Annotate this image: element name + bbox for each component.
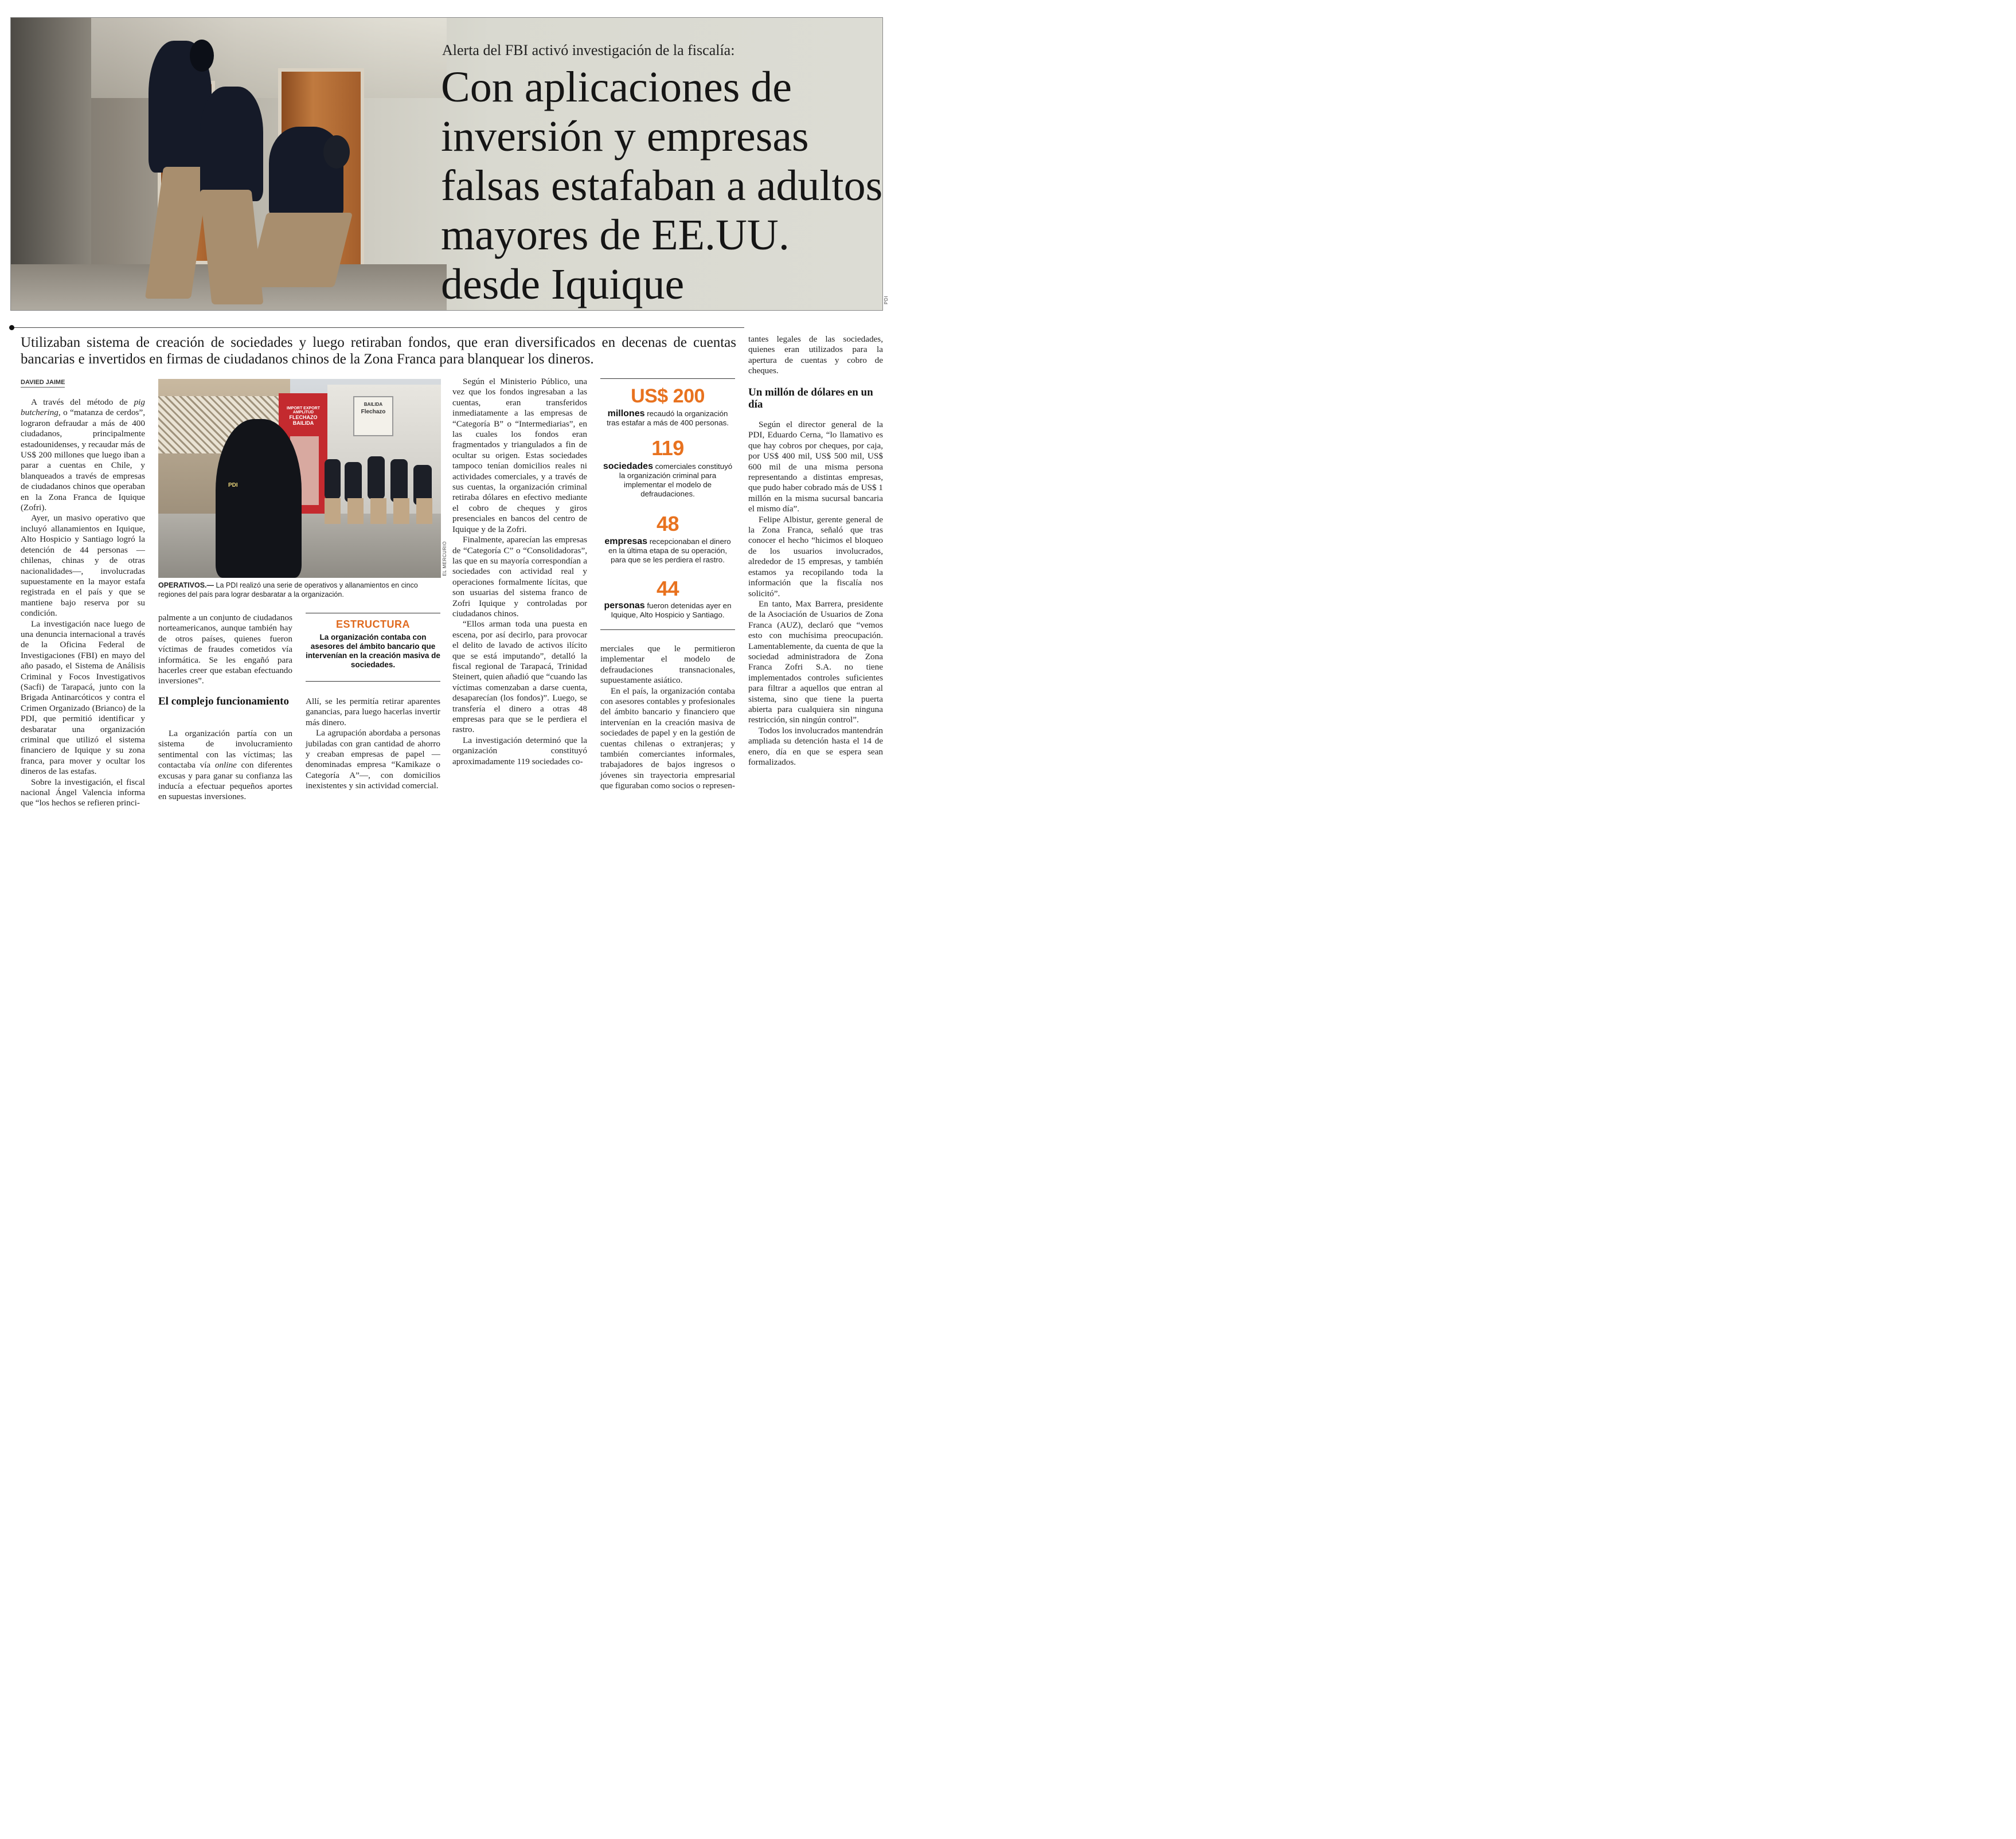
column-3	[306, 697, 440, 792]
col6-p3: Felipe Albistur, gerente general de la Zona Franca, señaló que tras conocer el hecho “hicimos el bloqueo de los usuarios involucrados, alrededor de 15 empresas, y también estamos ya recopilando toda la información que la fiscalía nos solicitó”.	[748, 514, 883, 598]
estructura-body: La organización contaba con asesores del ámbito bancario que intervenían en la creación masiva de sociedades.	[306, 633, 440, 669]
stat-text: sociedades comerciales constituyó la organización criminal para implementar el modelo de defraudaciones.	[603, 461, 733, 498]
col4-p3: “Ellos arman toda una puesta en escena, por así decirlo, para provocar el delito de lavado de activos ilícito que se está imputando”, detalló la fiscal regional de Tarapacá, Trinidad Steinert, quien añadió que “cuando las víctimas comenzaban a darse cuenta, desaparecían (los fondos)”. Luego, se transfería el dinero a otras 48 empresas para que se le perdiera el rastro.	[452, 619, 587, 735]
hero-agent-1-head	[190, 40, 214, 72]
stat-text: personas fueron detenidas ayer en Iquique, Alto Hospicio y Santiago.	[604, 601, 732, 619]
column-2-cont	[158, 729, 292, 803]
column-5	[600, 644, 735, 792]
col6-p1: tantes legales de las sociedades, quienes eran utilizados para la apertura de cuentas y cobro de cheques.	[748, 334, 883, 376]
stats-rule-top	[600, 378, 735, 379]
photo2-caption	[158, 581, 441, 599]
estructura-rule-bottom	[306, 681, 440, 682]
photo2-officer	[390, 459, 408, 502]
col3-p1: Allí, se les permitía retirar aparentes ganancias, para luego hacerlas invertir más dinero.	[306, 697, 440, 727]
section-rule	[10, 327, 744, 328]
photo2-officer	[325, 459, 341, 499]
headline: Con aplicaciones de inversión y empresas falsas estafaban a adultos mayores de EE.UU. desde Iquique	[441, 63, 883, 308]
photo2-officers-legs	[325, 498, 433, 524]
col6-p5: Todos los involucrados mantendrán ampliada su detención hasta el 14 de enero, día en que se espera sean formalizados.	[748, 725, 883, 767]
column-2	[158, 613, 292, 687]
photo2-officer	[368, 456, 385, 499]
byline: DAVIED JAIME	[21, 379, 65, 388]
col1-p1-b: , o “matanza de cerdos”, lograron defraudar a más de 400 ciudadanos, principalmente estadounidenses, y recaudar más de US$ 200 millones que luego iban a parar a cuentas en Chile, y blanqueados a través de empresas de ciudadanos chinos que operaban en la Zona Franca de Iquique (Zofri).	[21, 408, 145, 513]
operativos-photo	[158, 379, 441, 578]
col5-p1: merciales que le permitieron implementar el modelo de defraudaciones transnacionales, supuestamente asiático.	[600, 644, 735, 686]
col1-p1-a: A través del método de	[31, 397, 134, 407]
col1-p1-em: pig butchering	[21, 397, 145, 418]
col2-p2-b: con diferentes excusas y para ganar su confianza las inducía a efectuar pequeños aportes en supuestas inversiones.	[158, 760, 292, 802]
photo2-foreground-officer	[216, 419, 302, 578]
column-4	[452, 377, 587, 767]
photo2-sign-5: PDI	[228, 482, 238, 488]
col2-p2-em: online	[214, 760, 237, 770]
col2-p1: palmente a un conjunto de ciudadanos norteamericanos, aunque también hay de otros países, quienes fueron víctimas de fraudes cometidos vía informática. Se les engañó para hacerles creer que estaban efectuando inversiones”.	[158, 613, 292, 686]
hero-agent-2	[200, 87, 263, 201]
col4-p1: Según el Ministerio Público, una vez que los fondos ingresaban a las cuentas, eran transferidos inmediatamente a las empresas de “Categoría B” o “Intermediarias”, en las cuales los fondos eran fragmentados y triangulados a fin de ocultar su origen. Estas sociedades tampoco tenían domicilios reales ni actividades comerciales, y a través de sus cuentas, la organización criminal retiraba dólares en efectivo mediante el cobro de cheques y giros presenciales en bancos del centro de Iquique y de la Zofri.	[452, 377, 587, 534]
subhead-complejo: El complejo funcionamiento	[158, 695, 289, 707]
hero-photo-credit: PDI	[884, 296, 889, 304]
kicker: Alerta del FBI activó investigación de la fiscalía:	[442, 42, 735, 58]
col6-p2: Según el director general de la PDI, Eduardo Cerna, “lo llamativo es que hay cobros por cheques, por caja, por US$ 400 mil, US$ 500 mil, US$ 600 mil de una misma persona representando a distintas empresas, que pudo haber cobrado más de US$ 1 millón en la misma sucursal bancaria el mismo día”.	[748, 420, 883, 514]
photo2-sign-3: BAILIDA	[364, 402, 383, 407]
col6-p4: En tanto, Max Barrera, presidente de la Asociación de Usuarios de Zona Franca (AUZ), declaró que “vemos esto con muchísima preocupación. Lamentablemente, da cuenta de que la sociedad administradora de Zona Franca Zofri S.A. no tiene implementados controles suficientes para filtrar a aquellos que entran al sistema, sino que tiene la puerta abierta para cualquiera sin ninguna restricción, sin ningún control”.	[748, 598, 883, 725]
section-bullet	[9, 325, 14, 330]
estructura-title: ESTRUCTURA	[336, 619, 410, 630]
col2-p2-a: La organización partía con un sistema de involucramiento sentimental con las víctimas; las contactaba vía	[158, 729, 292, 770]
stat-text: millones recaudó la organización tras estafar a más de 400 personas.	[607, 409, 729, 427]
column-6-cont	[748, 420, 883, 768]
col1-p3: La investigación nace luego de una denuncia internacional a través de la Oficina Federal de Investigaciones (FBI) en mayo del año pasado, el Sistema de Análisis Criminal y Focos Investigativos (Sacfi) de Tarapacá, junto con la Brigada Antinarcóticos y contra el Crimen Organizado (Brianco) de la PDI, que permitió identificar y desbaratar una organización criminal que utilizó el sistema financiero de Iquique y su zona franca, para mover y ocultar los dineros de las estafas.	[21, 619, 145, 777]
hero-agent-3-head	[323, 135, 350, 169]
deck: Utilizaban sistema de creación de sociedades y luego retiraban fondos, que eran diversificados en decenas de cuentas bancarias e invertidos en firmas de ciudadanos chinos de la Zona Franca para blanquear los dineros.	[21, 335, 736, 367]
col4-p4: La investigación determinó que la organización constituyó aproximadamente 119 sociedades co-	[452, 735, 587, 766]
column-1	[21, 397, 145, 809]
stats-rule-bottom	[600, 629, 735, 630]
stat-text: empresas recepcionaban el dinero en la última etapa de su operación, para que se les perdiera el rastro.	[604, 537, 731, 564]
photo2-officer	[345, 462, 362, 502]
col4-p2: Finalmente, aparecían las empresas de “Categoría C” o “Consolidadoras”, las que en su mayoría correspondían a sociedades con actividad real y operaciones formalmente lícitas, que son usuarias del sistema franco de Zofri Iquique y controladas por ciudadanos chinos.	[452, 535, 587, 619]
hero-photo	[10, 17, 883, 311]
stat-number: 119	[651, 436, 684, 460]
col1-p2: Ayer, un masivo operativo que incluyó allanamientos en Iquique, Alto Hospicio y Santiago logró la detención de 44 personas —chilenas, chinas y de otras nacionalidades—, involucradas supuestamente en la mayor estafa registrada en el país y que se mantiene bajo reserva por su condición.	[21, 513, 145, 619]
subhead-millon: Un millón de dólares en un día	[748, 386, 873, 410]
col1-p4: Sobre la investigación, el fiscal nacional Ángel Valencia informa que “los hechos se refieren princi-	[21, 777, 145, 808]
photo2-credit: EL MERCURIO	[442, 541, 447, 576]
stat-number: 44	[656, 577, 679, 600]
col5-p2: En el país, la organización contaba con asesores contables y profesionales del ámbito bancario y financiero que intervenían en la creación masiva de sociedades de papel y en la gestión de cuentas chilenas o extranjeras; y también comerciantes informales, trabajadores de bajos ingresos o jóvenes sin trayectoria empresarial que figuraban como socios o represen-	[600, 686, 735, 791]
caption-lead: OPERATIVOS.—	[158, 581, 214, 589]
column-6	[748, 334, 883, 377]
photo2-sign-2: FLECHAZO BAILIDA	[289, 414, 318, 426]
stat-number: US$ 200	[631, 385, 705, 407]
caption-text: La PDI realizó una serie de operativos y allanamientos en cinco regiones del país para lograr desbaratar a la organización.	[158, 581, 418, 598]
stat-number: 48	[656, 512, 679, 535]
col3-p2: La agrupación abordaba a personas jubiladas con gran cantidad de ahorro y creaban empresas de papel —denominadas empresa “Kamikaze o Categoría A”—, con domicilios inexistentes y sin actividad comercial.	[306, 728, 440, 791]
photo2-sign-4: Flechazo	[361, 409, 386, 415]
photo2-sign-1: IMPORT EXPORT AMPLITUD	[287, 406, 320, 414]
